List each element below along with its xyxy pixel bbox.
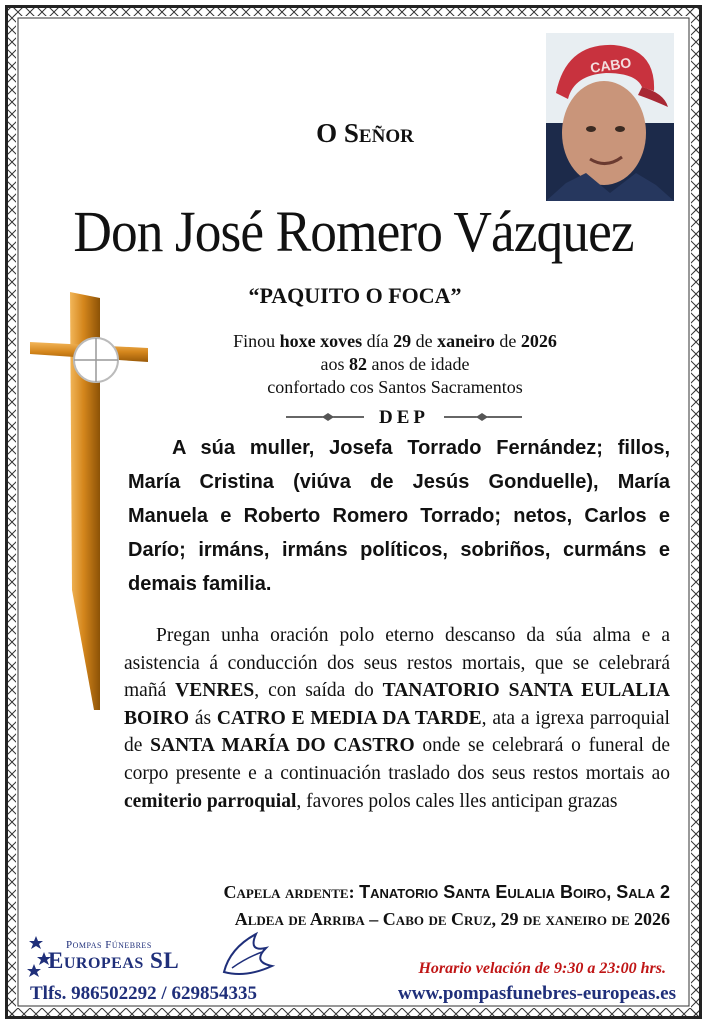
death-info [180,330,610,399]
wake-hours: Horario velación de 9:30 a 23:00 hrs. [418,960,666,977]
death-line-1: Finou hoxe xoves día 29 de xaneiro de 2026 [233,331,557,351]
phone-numbers: Tlfs. 986502292 / 629854335 [30,983,257,1004]
family-paragraph: A súa muller, Josefa Torrado Fernández; fillos, María Cristina (viúva de Jesús Gonduelle), María Manuela e Roberto Romero Torrado; netos, Carlos e Darío; irmáns, irmáns políticos, sobriños, curmáns e demais familia. [128,437,670,595]
logo-tagline: Pompas Fúnebres [66,939,152,951]
nickname: “PAQUITO O FOCA” [248,283,462,308]
chapel-line: Capela ardente: Tanatorio Santa Eulalia Boiro, Sala 2 [223,882,670,902]
website-link[interactable]: www.pompasfunebres-europeas.es [398,983,676,1004]
place-date-line: Aldea de Arriba – Cabo de Cruz, 29 de xaneiro de 2026 [234,909,670,929]
deceased-photo [546,33,674,201]
dep-text: DEP [379,407,429,428]
deceased-name: Don José Romero Vázquez [73,199,634,264]
title-prefix: O Señor [316,118,414,148]
dep-divider [284,407,524,431]
logo-company-name: Europeas SL [48,948,180,973]
prayer-paragraph: Pregan unha oración polo eterno descanso da súa alma e a asistencia á conducción dos seus restos mortais, que se celebrará mañá VENRES, con saída do TANATORIO SANTA EULALIA BOIRO ás CATRO E MEDIA DA TARDE, ata a igrexa parroquial de SANTA MARÍA DO CASTRO onde se celebrará o funeral de corpo presente e a continuación traslado dos seus restos mortais ao cemiterio parroquial, favores polos cales lles anticipan grazas [124,625,670,812]
death-line-2: aos 82 anos de idade [320,354,470,374]
svg-text:CABO: CABO [589,54,633,76]
death-line-3: confortado cos Santos Sacramentos [267,377,523,397]
